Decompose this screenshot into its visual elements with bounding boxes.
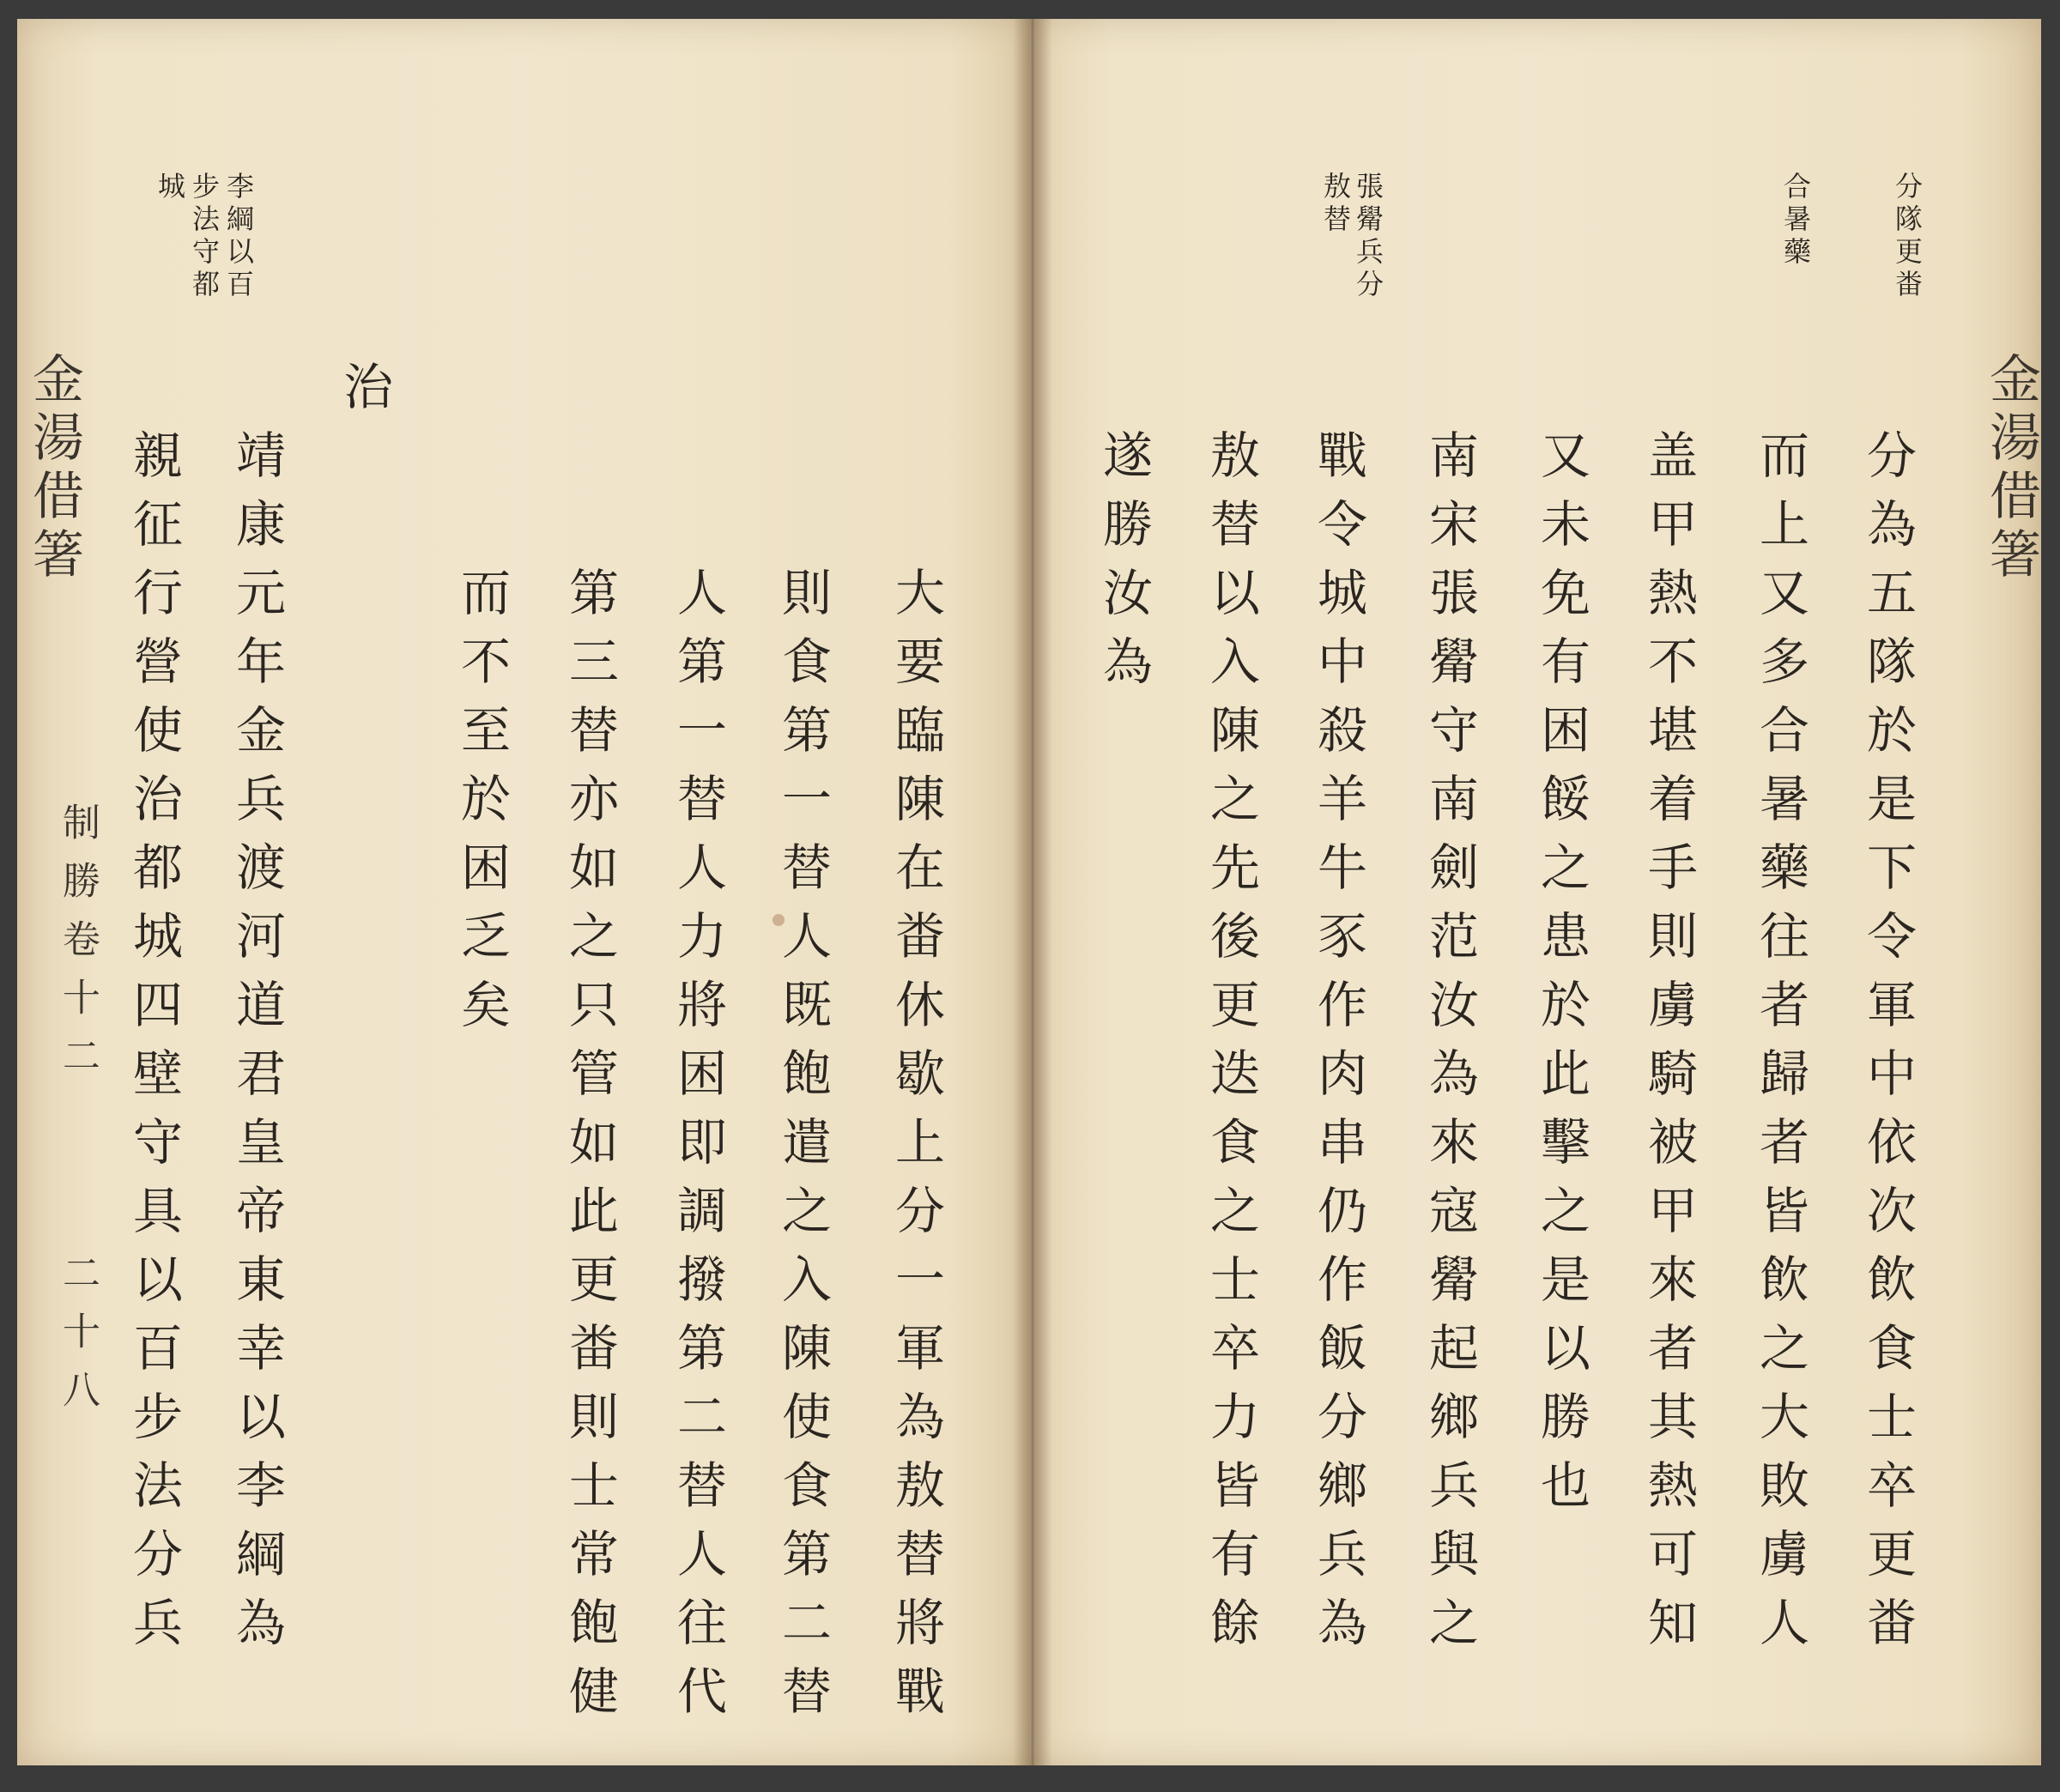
book-gutter bbox=[1013, 19, 1052, 1765]
left-col-7: 親征行營使治都城四壁守具以百步法分兵 bbox=[124, 429, 183, 1665]
right-col-2: 而上又多合暑藥往者歸者皆飲之大敗虜人 bbox=[1751, 429, 1809, 1665]
right-note-3a: 張觷兵分 bbox=[1352, 172, 1384, 302]
right-note-3b: 敖替 bbox=[1319, 172, 1352, 237]
left-top-note-3: 城 bbox=[154, 172, 186, 204]
right-col-3: 盖甲熱不堪着手則虜騎被甲來者其熱可知 bbox=[1639, 429, 1698, 1665]
right-col-6: 戰令城中殺羊牛豕作肉串仍作飯分鄉兵為 bbox=[1309, 429, 1367, 1665]
left-top-note-1: 李綱以百 bbox=[222, 172, 255, 302]
left-col-5: 而不至於困乏矣 bbox=[452, 566, 511, 1047]
left-col-1: 大要臨陳在畨休歇上分一軍為敖替將戰 bbox=[887, 566, 945, 1734]
right-note-1: 分隊更畨 bbox=[1891, 172, 1924, 302]
left-col-2: 則食第一替人既飽遣之入陳使食第二替 bbox=[773, 566, 832, 1734]
ink-stain bbox=[772, 914, 785, 926]
right-col-5: 南宋張觷守南劍范汝為來寇觷起鄉兵與之 bbox=[1421, 429, 1479, 1665]
left-col-3: 人第一替人力將困即調撥第二替人往代 bbox=[669, 566, 727, 1734]
left-col-4: 第三替亦如之只管如此更畨則士常飽健 bbox=[560, 566, 619, 1734]
right-col-4: 又未免有困餒之患於此擊之是以勝也 bbox=[1532, 429, 1590, 1528]
section-heading: 治 bbox=[335, 360, 393, 429]
right-col-8: 遂勝汝為 bbox=[1094, 429, 1153, 704]
right-col-7: 敖替以入陳之先後更迭食之士卒力皆有餘 bbox=[1202, 429, 1260, 1665]
right-margin-title: 金湯借箸 bbox=[1981, 352, 2041, 585]
left-col-6: 靖康元年金兵渡河道君皇帝東幸以李綱為 bbox=[227, 429, 286, 1665]
chapter-label: 制勝卷十二 bbox=[56, 802, 100, 1094]
folio-number: 二十八 bbox=[56, 1253, 100, 1428]
left-top-note-2: 步法守都 bbox=[188, 172, 221, 302]
left-margin-title: 金湯借箸 bbox=[24, 352, 84, 585]
right-note-2: 合暑藥 bbox=[1779, 172, 1812, 269]
right-col-1: 分為五隊於是下令軍中依次飲食士卒更畨 bbox=[1858, 429, 1917, 1665]
